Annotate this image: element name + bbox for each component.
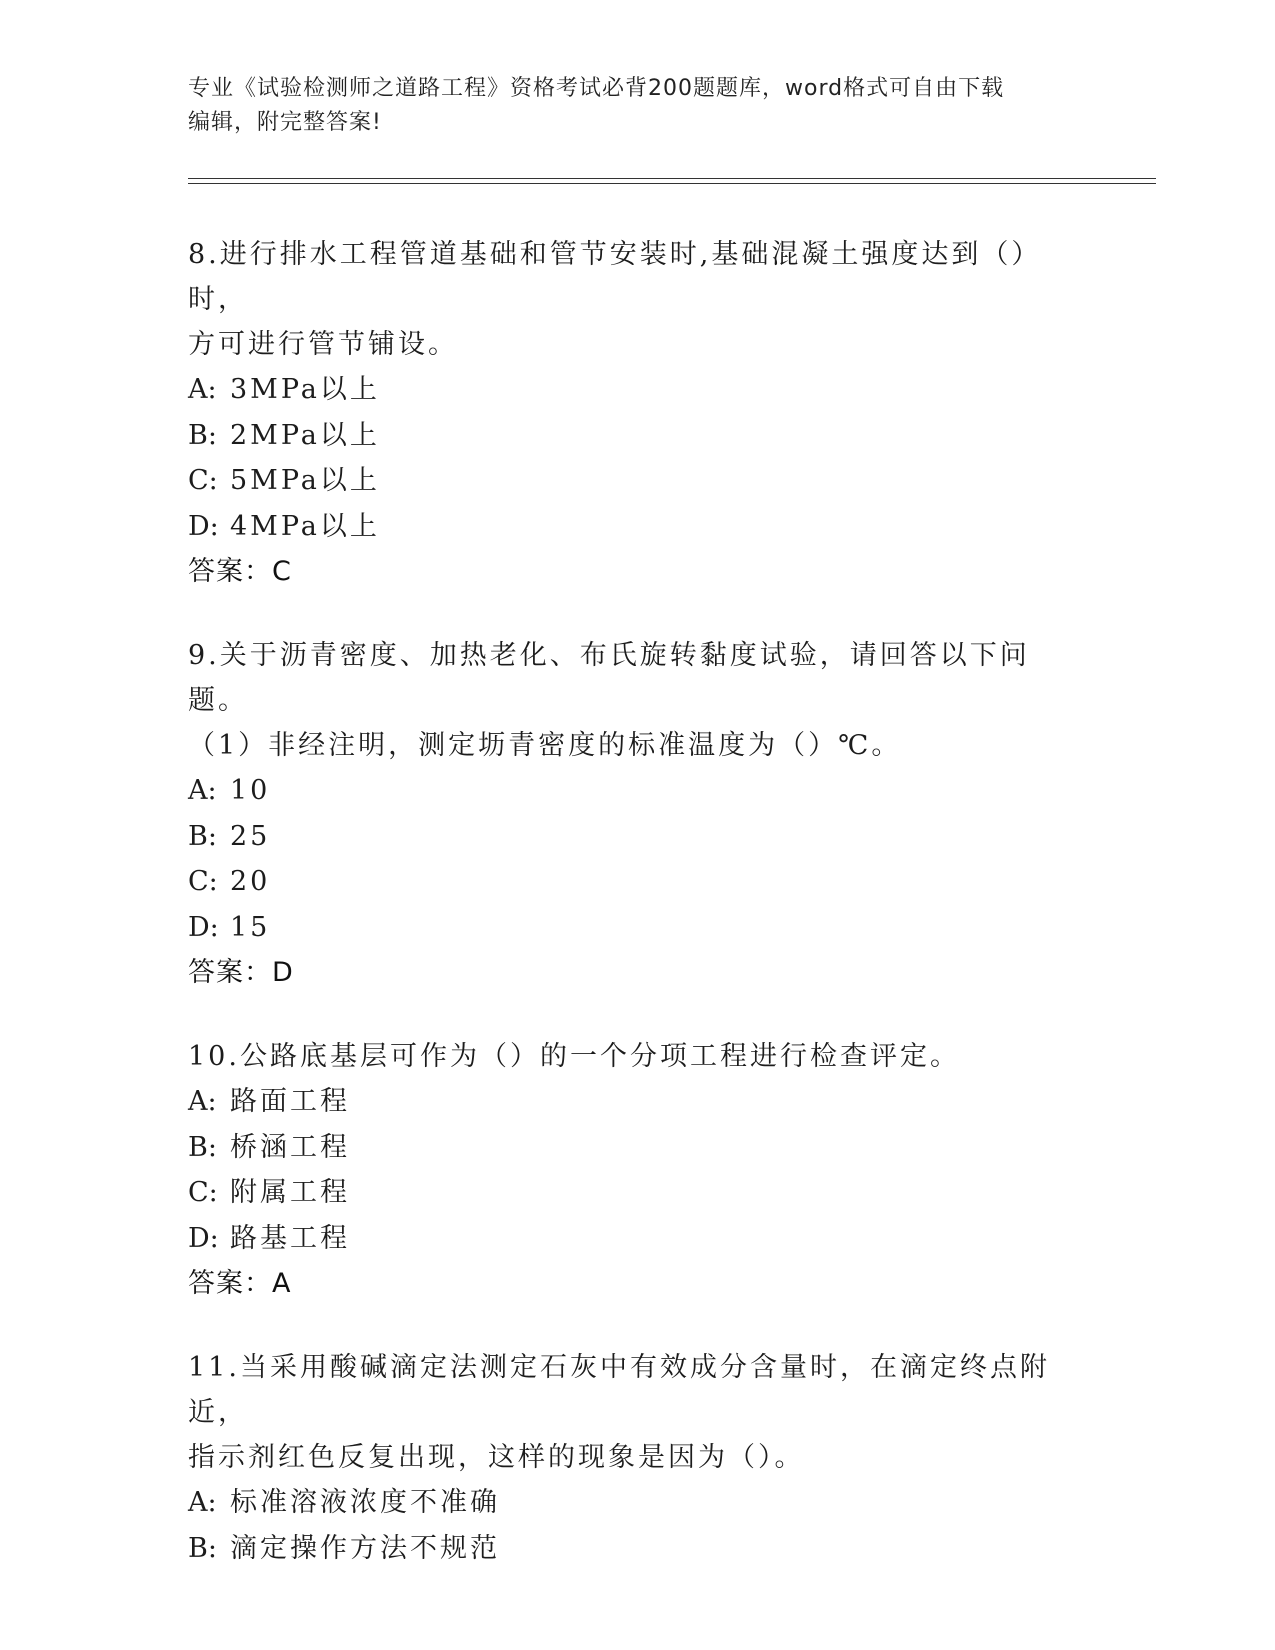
option-text: 路基工程 — [230, 1222, 350, 1254]
option-key: C: — [188, 1177, 218, 1208]
option-text: 5MPa以上 — [230, 465, 380, 496]
option-text: 桥涵工程 — [230, 1131, 350, 1163]
option-text: 3MPa以上 — [230, 374, 380, 405]
option-b — [188, 413, 1088, 459]
option-key: A: — [188, 1487, 217, 1518]
option-key: A: — [188, 374, 217, 405]
option-text: 2MPa以上 — [230, 419, 380, 451]
answer-label: 答案：D — [188, 957, 294, 988]
option-text: 20 — [230, 866, 271, 897]
option-key: D: — [188, 510, 219, 542]
answer-label: 答案：A — [188, 1268, 292, 1299]
question-item — [188, 1345, 1088, 1571]
option-key: C: — [188, 465, 218, 496]
option-b — [188, 1526, 1088, 1572]
option-a — [188, 367, 1088, 413]
option-text: 4MPa以上 — [230, 510, 380, 542]
answer-label: 答案：C — [188, 556, 292, 587]
question-stem-line: 9.关于沥青密度、加热老化、布氏旋转黏度试验，请回答以下问题。 — [188, 640, 1030, 716]
option-a — [188, 1480, 1088, 1526]
question-stem-line: 8.进行排水工程管道基础和管节安装时,基础混凝土强度达到（）时， — [188, 239, 1042, 315]
option-key: D: — [188, 911, 219, 943]
option-key: B: — [188, 820, 217, 852]
header-divider-top — [188, 178, 1156, 179]
question-stem-line: 方可进行管节铺设。 — [188, 329, 458, 360]
header-line-1: 专业《试验检测师之道路工程》资格考试必背200题题库，word格式可自由下载 — [188, 76, 1005, 101]
option-key: A: — [188, 1086, 217, 1117]
question-stem-line: （1）非经注明，测定坜青密度的标准温度为（）℃。 — [188, 730, 902, 761]
option-a — [188, 1079, 1088, 1125]
option-d — [188, 1216, 1088, 1262]
question-item — [188, 633, 1088, 996]
option-key: D: — [188, 1222, 219, 1254]
option-key: B: — [188, 1532, 217, 1564]
header-divider-bottom — [188, 183, 1156, 184]
option-text: 标准溶液浓度不准确 — [230, 1487, 500, 1518]
question-stem-line: 11.当采用酸碱滴定法测定石灰中有效成分含量时，在滴定终点附近， — [188, 1352, 1050, 1428]
question-item — [188, 232, 1088, 595]
question-item — [188, 1034, 1088, 1307]
question-list — [188, 232, 1088, 1609]
option-c — [188, 458, 1088, 504]
option-a — [188, 768, 1088, 814]
question-stem-line: 指示剂红色反复出现，这样的现象是因为（）。 — [188, 1442, 805, 1473]
option-b — [188, 814, 1088, 860]
option-key: B: — [188, 419, 217, 451]
option-key: A: — [188, 775, 217, 806]
option-text: 25 — [230, 820, 271, 852]
document-header — [188, 72, 1068, 140]
option-key: B: — [188, 1131, 217, 1163]
option-text: 路面工程 — [230, 1086, 350, 1117]
option-c — [188, 859, 1088, 905]
option-text: 15 — [230, 911, 271, 943]
option-text: 附属工程 — [230, 1177, 350, 1208]
option-d — [188, 905, 1088, 951]
question-stem-line: 10.公路底基层可作为（）的一个分项工程进行检查评定。 — [188, 1041, 960, 1072]
option-c — [188, 1170, 1088, 1216]
option-key: C: — [188, 866, 218, 897]
option-d — [188, 504, 1088, 550]
option-text: 滴定操作方法不规范 — [230, 1532, 500, 1564]
option-text: 10 — [230, 775, 271, 806]
option-b — [188, 1125, 1088, 1171]
header-line-2: 编辑，附完整答案! — [188, 110, 382, 135]
